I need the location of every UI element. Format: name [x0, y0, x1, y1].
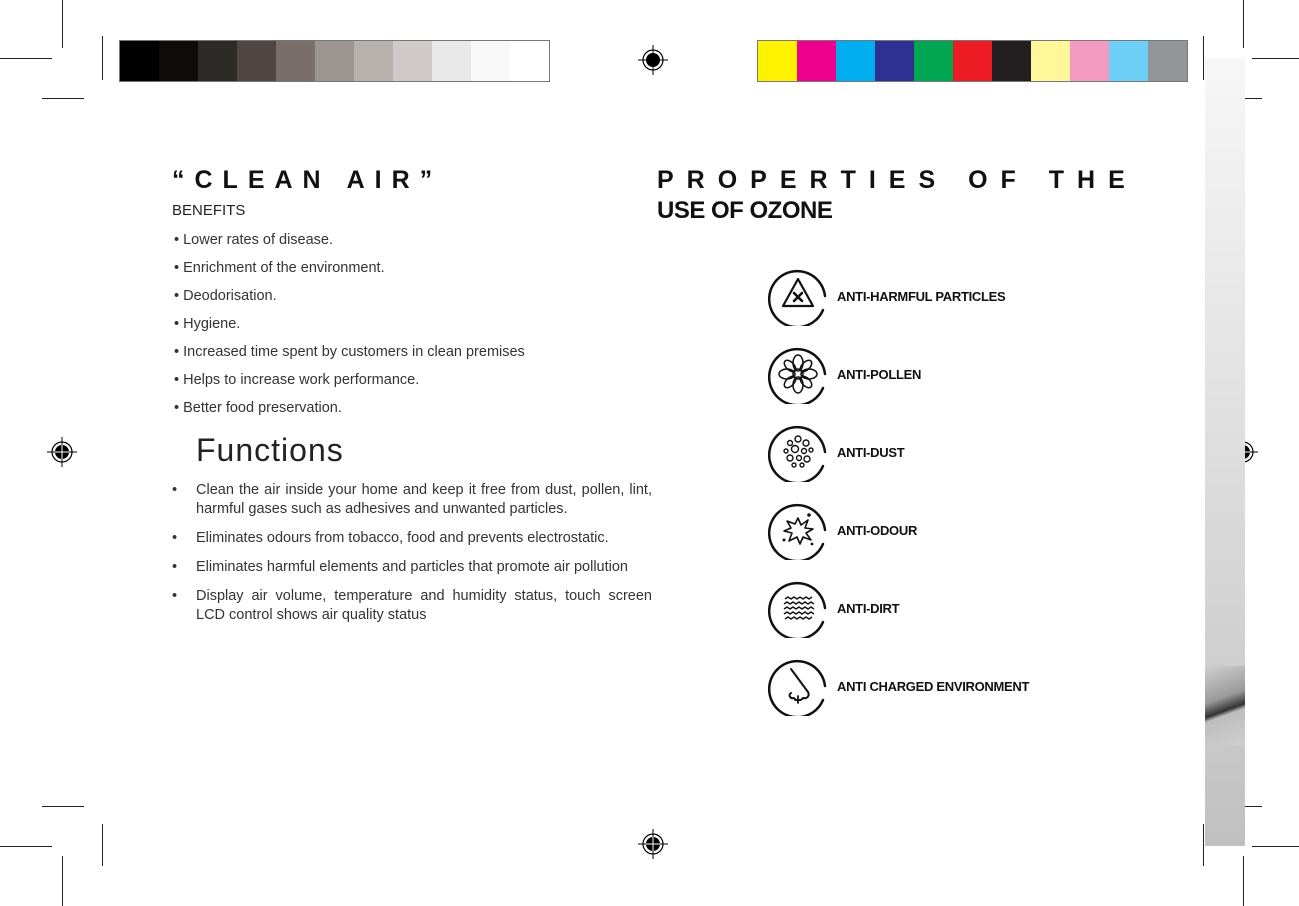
list-item: • Deodorisation. — [174, 288, 277, 304]
property-anti-odour — [768, 500, 917, 560]
color-swatch — [797, 41, 836, 81]
crop-mark — [1243, 0, 1244, 48]
color-swatch — [1070, 41, 1109, 81]
color-swatch — [1109, 41, 1148, 81]
list-item — [172, 558, 652, 577]
property-anti-charged-environment — [768, 656, 1029, 716]
registration-mark-icon — [638, 45, 668, 75]
clean-air-heading: “CLEAN AIR” — [172, 166, 443, 194]
color-bar — [757, 40, 1188, 82]
list-item: • Hygiene. — [174, 316, 241, 332]
property-label: ANTI-ODOUR — [837, 522, 918, 538]
color-swatch — [510, 41, 549, 81]
crop-mark — [62, 856, 63, 906]
color-swatch — [836, 41, 875, 81]
color-swatch — [276, 41, 315, 81]
bullet: • — [172, 530, 178, 546]
registration-mark-icon — [47, 437, 77, 467]
function-text: Display air volume, temperature and humidity status, touch screen LCD control shows air quality status — [196, 588, 652, 623]
list-item — [172, 587, 652, 625]
flower-icon — [768, 344, 828, 404]
property-label: ANTI-POLLEN — [837, 366, 922, 382]
property-anti-dust — [768, 422, 904, 482]
crop-mark — [102, 36, 103, 80]
property-label: ANTI-DUST — [837, 444, 905, 460]
property-anti-dirt — [768, 578, 899, 638]
function-text: Eliminates odours from tobacco, food and prevents electrostatic. — [196, 530, 609, 546]
color-swatch — [1148, 41, 1187, 81]
color-swatch — [393, 41, 432, 81]
crop-mark — [62, 0, 63, 48]
property-label: ANTI CHARGED ENVIRONMENT — [837, 678, 1030, 694]
property-anti-pollen — [768, 344, 921, 404]
color-swatch — [953, 41, 992, 81]
function-text: Clean the air inside your home and keep it free from dust, pollen, lint, harmful gases such as adhesives and unwanted particles. — [196, 482, 652, 517]
benefits-list — [174, 230, 525, 426]
color-swatch — [914, 41, 953, 81]
function-text: Eliminates harmful elements and particles that promote air pollution — [196, 559, 628, 575]
properties-heading: PROPERTIES OF THE — [657, 166, 1138, 194]
list-item: • Enrichment of the environment. — [174, 260, 385, 276]
list-item — [172, 481, 652, 519]
color-swatch — [992, 41, 1031, 81]
color-swatch — [198, 41, 237, 81]
ozone-heading: USE OF OZONE — [657, 197, 833, 224]
color-swatch — [875, 41, 914, 81]
color-swatch — [758, 41, 797, 81]
waves-icon — [768, 578, 828, 638]
bullet: • — [172, 588, 178, 604]
crop-mark — [1203, 36, 1204, 80]
crop-mark — [102, 824, 103, 866]
page-edge-shadow — [1205, 666, 1245, 746]
crop-mark — [42, 98, 84, 99]
color-swatch — [354, 41, 393, 81]
functions-title: Functions — [196, 432, 344, 468]
list-item: • Increased time spent by customers in clean premises — [174, 344, 525, 360]
color-swatch — [159, 41, 198, 81]
color-swatch — [471, 41, 510, 81]
crop-mark — [0, 846, 52, 847]
crop-mark — [1252, 846, 1299, 847]
benefits-subheading: BENEFITS — [172, 202, 246, 219]
color-swatch — [120, 41, 159, 81]
bullet: • — [172, 559, 178, 575]
bullet: • — [172, 482, 178, 498]
color-swatch — [1031, 41, 1070, 81]
grayscale-bar — [119, 40, 550, 82]
list-item: • Better food preservation. — [174, 400, 342, 416]
property-label: ANTI-DIRT — [837, 600, 900, 616]
property-label: ANTI-HARMFUL PARTICLES — [837, 288, 1006, 304]
page-edge-gradient — [1205, 58, 1245, 846]
crop-mark — [1203, 824, 1204, 866]
splash-icon — [768, 500, 828, 560]
crop-mark — [42, 806, 84, 807]
list-item: • Lower rates of disease. — [174, 232, 334, 248]
list-item: • Helps to increase work performance. — [174, 372, 420, 388]
crop-mark — [1243, 856, 1244, 906]
functions-list — [172, 481, 652, 635]
dust-particles-icon — [768, 422, 828, 482]
crop-mark — [0, 58, 52, 59]
color-swatch — [237, 41, 276, 81]
color-swatch — [315, 41, 354, 81]
nose-icon — [768, 656, 828, 716]
registration-mark-icon — [638, 829, 668, 859]
property-anti-harmful-particles — [768, 266, 1005, 326]
hazard-triangle-icon — [768, 266, 828, 326]
list-item — [172, 529, 652, 548]
color-swatch — [432, 41, 471, 81]
crop-mark — [1252, 58, 1299, 59]
